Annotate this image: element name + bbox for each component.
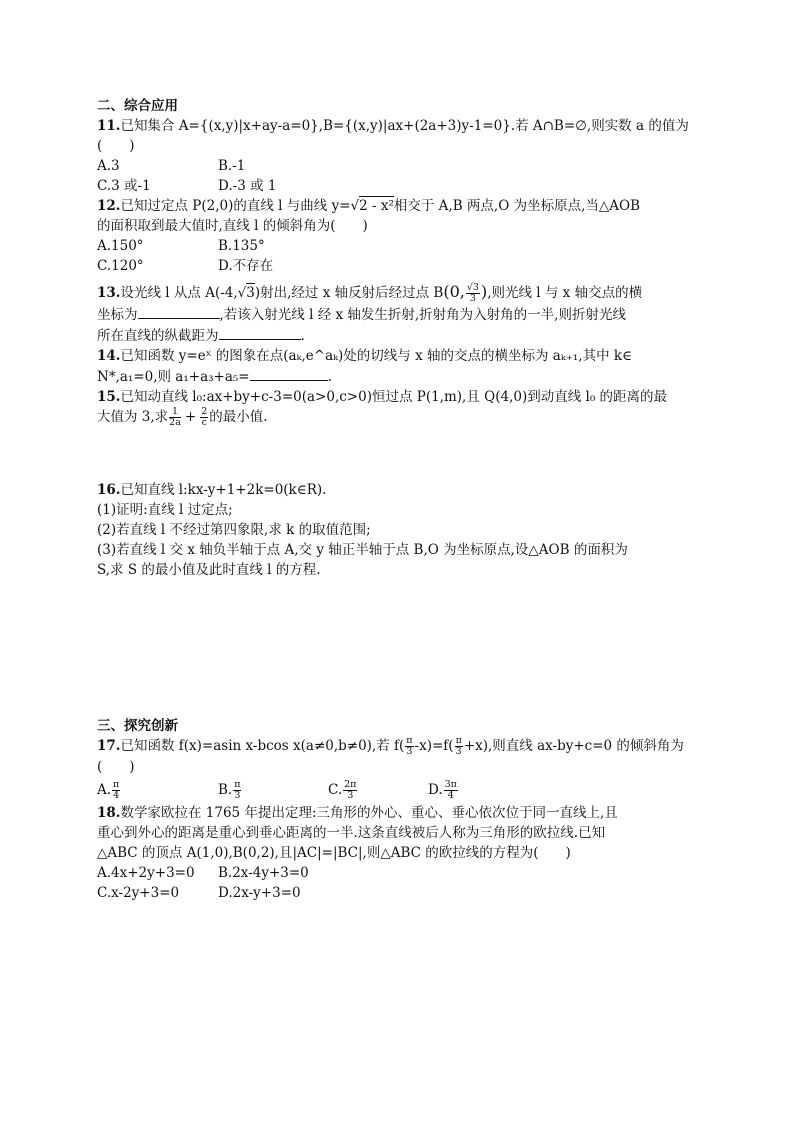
- sqrt-sign: √: [237, 285, 247, 301]
- question-stem: 已知动直线 l₀:ax+by+c-3=0(a>0,c>0)恒过点 P(1,m),且 Q(4,0)到动直线 l₀ 的距离的最: [120, 389, 668, 405]
- option-d: D.不存在: [218, 258, 274, 274]
- question-17: [97, 736, 697, 803]
- fraction-denominator: 4: [447, 790, 454, 801]
- option-c: [328, 777, 428, 803]
- answer-space: [97, 428, 697, 480]
- question-stem-cont: )射出,经过 x 轴反射后经过点 B: [254, 285, 444, 301]
- question-stem-cont: 大值为 3,求: [97, 409, 169, 425]
- fraction-numerator: π: [455, 735, 462, 746]
- section-heading: 二、综合应用: [97, 98, 178, 114]
- question-stem-cont: 所在直线的纵截距为: [97, 328, 219, 344]
- sub-question-1: (1)证明:直线 l 过定点;: [97, 502, 233, 518]
- option-d: [428, 777, 528, 803]
- fraction-numerator: π: [113, 779, 120, 790]
- option-fraction: [112, 780, 120, 801]
- question-stem-cont: .: [327, 369, 332, 385]
- option-d: D.-3 或 1: [218, 178, 277, 194]
- sub-question-3-cont: S,求 S 的最小值及此时直线 l 的方程.: [97, 562, 321, 578]
- question-stem-cont: 相交于 A,B 两点,O 为坐标原点,当△AOB: [393, 198, 640, 214]
- option-label: D.: [428, 782, 443, 798]
- option-c: C.x-2y+3=0: [97, 885, 180, 901]
- option-a: [97, 777, 218, 803]
- plus-sign: +: [184, 409, 197, 425]
- sqrt-sign: √: [350, 198, 360, 214]
- fraction-numerator: 2: [201, 406, 208, 417]
- fraction-numerator: √3: [466, 282, 479, 293]
- fraction-numerator: π: [234, 779, 241, 790]
- question-stem-cont: 坐标为: [97, 307, 138, 323]
- fraction-pi-over-3: [405, 736, 413, 757]
- option-label: B.: [218, 782, 233, 798]
- sub-question-2: (2)若直线 l 不经过第四象限,求 k 的取值范围;: [97, 522, 371, 538]
- question-stem: 数学家欧拉在 1765 年提出定理:三角形的外心、重心、垂心依次位于同一直线上,且: [120, 805, 618, 821]
- answer-paren: ( ): [97, 759, 135, 775]
- answer-blank: [250, 366, 328, 381]
- question-stem: 已知函数 y=eˣ 的图象在点(aₖ,e^aₖ)处的切线与 x 轴的交点的横坐标为 aₖ₊₁,其中 k∈: [120, 348, 633, 364]
- fraction-denominator: 3: [347, 790, 354, 801]
- fraction-numerator: 1: [169, 407, 181, 418]
- fraction-denominator: 2a: [169, 417, 181, 428]
- question-stem-cont: -x)=f(: [414, 738, 454, 754]
- question-11: [97, 116, 697, 196]
- answer-blank: [138, 304, 220, 319]
- option-d: D.2x-y+3=0: [218, 885, 301, 901]
- fraction-2-over-c: [200, 407, 208, 428]
- option-a: A.3: [97, 158, 120, 174]
- fraction-denominator: 3: [455, 746, 462, 757]
- question-stem-cont: 重心到外心的距离是重心到垂心距离的一半.这条直线被后人称为三角形的欧拉线.已知: [97, 825, 606, 841]
- question-number: 11.: [97, 118, 121, 134]
- question-stem: 已知集合 A={(x,y)|x+ay-a=0},B={(x,y)|ax+(2a+3)y-1=0}.若 A∩B=∅,则实数 a 的值为: [120, 118, 689, 134]
- question-18: [97, 803, 697, 903]
- question-stem-cont: △ABC 的顶点 A(1,0),B(0,2),且|AC|=|BC|,则△ABC 的欧拉线的方程为( ): [97, 845, 571, 861]
- question-number: 12.: [97, 198, 121, 214]
- option-b: B.2x-4y+3=0: [218, 865, 309, 881]
- option-a: A.150°: [97, 238, 144, 254]
- question-number: 13.: [97, 285, 121, 301]
- fraction-denominator: 3: [469, 293, 476, 304]
- answer-space: [97, 580, 697, 716]
- option-fraction: [343, 780, 357, 801]
- question-stem-cont: +x),则直线 ax-by+c=0 的倾斜角为: [463, 738, 684, 754]
- question-14: [97, 346, 697, 387]
- option-b: [218, 777, 328, 803]
- question-number: 17.: [97, 738, 121, 754]
- point-b-paren-close: ): [480, 282, 488, 301]
- fraction: [466, 283, 480, 304]
- sqrt-expression: 3: [246, 285, 255, 301]
- fraction-denominator: 4: [113, 790, 120, 801]
- option-b: B.135°: [218, 238, 265, 254]
- question-16: [97, 480, 697, 580]
- question-stem: 设光线 l 从点 A(-4,: [120, 285, 238, 301]
- question-number: 15.: [97, 389, 121, 405]
- option-b: B.-1: [218, 158, 246, 174]
- fraction-1-over-2a: [169, 407, 181, 428]
- point-b-paren-open: (0,: [443, 282, 465, 301]
- question-number: 18.: [97, 805, 121, 821]
- question-15: [97, 387, 697, 428]
- question-stem-cont: ,若该入射光线 l 经 x 轴发生折射,折射角为入射角的一半,则折射光线: [219, 307, 626, 323]
- option-label: A.: [97, 782, 112, 798]
- fraction-numerator: π: [406, 735, 413, 746]
- question-stem-cont: ,则光线 l 与 x 轴交点的横: [487, 285, 643, 301]
- option-fraction: [444, 780, 458, 801]
- fraction-denominator: c: [201, 417, 207, 428]
- fraction-numerator: 3π: [444, 779, 457, 790]
- question-stem: 已知过定点 P(2,0)的直线 l 与曲线 y=: [120, 198, 351, 214]
- question-13: [97, 282, 697, 346]
- option-a: A.4x+2y+3=0: [97, 865, 195, 881]
- question-number: 14.: [97, 348, 121, 364]
- fraction-denominator: 3: [234, 790, 241, 801]
- question-stem-cont: 的最小值.: [209, 409, 268, 425]
- fraction-pi-over-3: [455, 736, 463, 757]
- question-number: 16.: [97, 482, 121, 498]
- option-c: C.120°: [97, 258, 144, 274]
- option-fraction: [233, 780, 241, 801]
- question-12: [97, 196, 697, 276]
- option-label: C.: [328, 782, 343, 798]
- question-stem-cont: .: [300, 328, 305, 344]
- section-heading: 三、探究创新: [97, 718, 178, 734]
- sqrt-expression: 2 - x²: [359, 198, 394, 214]
- option-c: C.3 或-1: [97, 178, 151, 194]
- question-stem: 已知函数 f(x)=asin x-bcos x(a≠0,b≠0),若 f(: [120, 738, 405, 754]
- document-page: [97, 96, 697, 903]
- sub-question-3: (3)若直线 l 交 x 轴负半轴于点 A,交 y 轴正半轴于点 B,O 为坐标原点,设△AOB 的面积为: [97, 542, 628, 558]
- question-stem: 已知直线 l:kx-y+1+2k=0(k∈R).: [120, 482, 327, 498]
- answer-paren: ( ): [97, 138, 135, 154]
- question-stem-cont: N*,a₁=0,则 a₁+a₃+a₅=: [97, 369, 250, 385]
- fraction-numerator: 2π: [344, 779, 357, 790]
- answer-blank: [219, 325, 301, 340]
- question-stem-cont: 的面积取到最大值时,直线 l 的倾斜角为( ): [97, 218, 368, 234]
- fraction-denominator: 3: [406, 746, 413, 757]
